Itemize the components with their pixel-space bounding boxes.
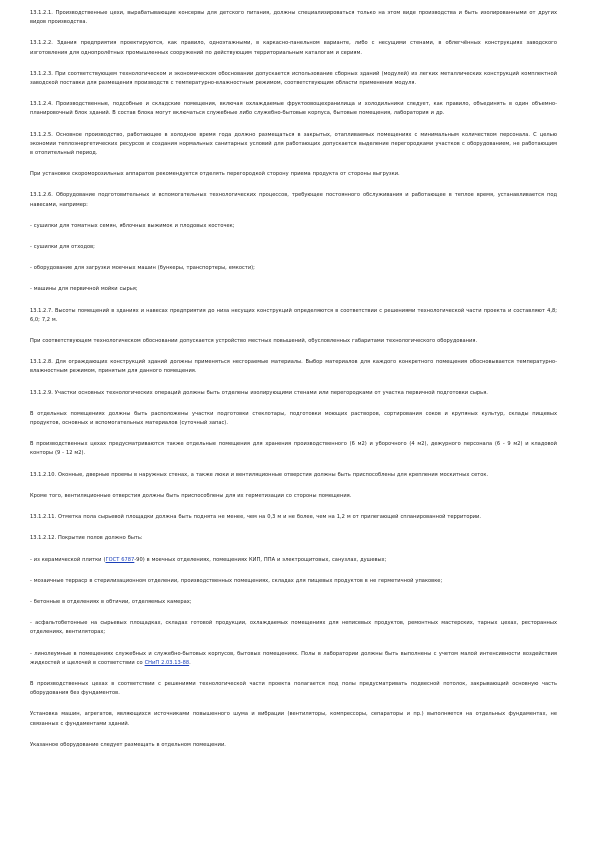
paragraph-separate-room-equipment: Указанное оборудование следует размещать в отдельном помещении. — [30, 741, 226, 748]
list-item-primary-washers: - машины для первичной мойки сырья; — [30, 286, 138, 293]
list-item-linoleum-text-after: . — [189, 659, 191, 666]
paragraph-13-1-2-11: 13.1.2.11. Отметка пола сырьевой площадки должна быть поднята не менее, чем на 0,3 м и не более, чем на 1,2 м от прилегающей спланированной территории. — [30, 514, 482, 521]
list-item-ceramic-text-before: - из керамической плитки ( — [30, 556, 106, 563]
list-item-terrazzo: - мозаичные терраср в стерилизационном отделении, производственных помещениях, складах для пищевых продуктов в не герметичной упаковке; — [30, 577, 443, 584]
paragraph-13-1-2-10: 13.1.2.10. Оконные, дверные проемы в наружных стенах, а также люки и вентиляционные отверстия должны быть приспособлены для крепления москитных сеток. — [30, 471, 489, 478]
paragraph-13-1-2-9: 13.1.2.9. Участки основных технологических операций должны быть отделены изолирующими стенами или перегородками от участка первичной подготовки сырья. — [30, 389, 488, 396]
paragraph-13-1-2-3: 13.1.2.3. При соответствующем технологическом и экономическом обосновании допускается использование сборных зданий (модулей) из легких металлических конструкций комплектной заводской поставки для размещения производств с температурно-влажностным режимом, соответствующим области применения модуля. — [30, 70, 557, 87]
list-item-linoleum — [30, 650, 557, 668]
paragraph-freezers-note: При установке скороморозильных аппаратов рекомендуется отделять перегородкой сторону приема продукта от стороны выгрузки. — [30, 171, 400, 178]
paragraph-13-1-2-6: 13.1.2.6. Оборудование подготовительных и вспомогательных технологических процессов, требующее постоянного обслуживания и работающее в теплое время, устанавливается под навесами, например: — [30, 192, 557, 208]
list-item-tomato-dryers: - сушилки для томатных семян, яблочных выжимок и плодовых косточек; — [30, 222, 235, 229]
paragraph-13-1-2-1: 13.1.2.1. Производственные цехи, вырабатывающие консервы для детского питания, должны специализироваться только на этом виде производства и быть изолированными от других видов производства. — [30, 10, 557, 26]
paragraph-13-1-2-2: 13.1.2.2. Здания предприятия проектируются, как правило, одноэтажными, в каркасно-панельном варианте, либо с несущими стенами, в облегчённых конструкциях заводского изготовления для однопролётных промышленных сооружений по действующим территориальным каталогам и сериям. — [30, 40, 557, 56]
list-item-waste-dryers: - сушилки для отходов; — [30, 244, 95, 251]
snip-link[interactable]: СНиП 2.03.13-88 — [144, 659, 190, 666]
paragraph-13-1-2-12: 13.1.2.12. Покрытие полов должно быть: — [30, 535, 143, 542]
paragraph-13-1-2-4: 13.1.2.4. Производственные, подсобные и складские помещения, включая охлаждаемые фруктоовощехранилища и холодильники следует, как правило, объединять в один объемно-планировочный блок зданий. В состав блока могут включаться служебные либо служебно-бытовые корпуса, бытовые помещения, лаборатория и др. — [30, 101, 557, 117]
paragraph-suspended-ceiling: В производственных цехах в соответствии с решениями технологической части проекта полагается под полы предусматривать подвесной потолок, закрывающий основную часть оборудования без фундаментов. — [30, 680, 557, 697]
paragraph-vent-sealing: Кроме того, вентиляционные отверстия должны быть приспособлены для их герметизации со стороны помещения. — [30, 492, 352, 499]
paragraph-13-1-2-5: 13.1.2.5. Основное производство, работающее в холодное время года должно размещаться в закрытых, отапливаемых помещениях с минимальным количеством персонала. С целью экономии теплоэнергетических ресурсов и создания нормальных санитарных условий для работающих допускается выделение перегородками участков с оборудованием, не работающим в отопительный период. — [30, 131, 557, 157]
list-item-concrete: - бетонные в отделениях в обтичии, отделяемых камерах; — [30, 598, 192, 605]
paragraph-separate-rooms: В отдельных помещениях должны быть расположены участки подготовки стеклотары, подготовки моющих растворов, сортирования соков и крупяных культур, склады пищевых продуктов, основных и вспомогательных материалов (суточный запас). — [30, 410, 557, 427]
paragraph-separate-foundations: Установка машин, агрегатов, являющихся источниками повышенного шума и вибрации (вентиляторы, компрессоры, сепараторы и пр.) выполняется на отдельных фундаментах, не связанных с фундаментами зданий. — [30, 711, 557, 727]
list-item-asphalt: - асфальтобетонные на сырьевых площадках, складах готовой продукции, охлаждаемых помещениях для неписевых продуктов, ремонтных мастерских, тарных цехах, ресторанных отделениях, вентиляторах; — [30, 620, 557, 636]
gost-6787-link[interactable]: ГОСТ 6787 — [105, 556, 135, 563]
paragraph-13-1-2-8: 13.1.2.8. Для ограждающих конструкций зданий должны применяться несгораемые материалы. Выбор материалов для каждого конкретного помещения обосновывается температурно-влажностным режимом, принятым для данного помещения. — [30, 359, 557, 375]
paragraph-storage-rooms: В производственных цехах предусматриваются также отдельные помещения для хранения производственного (6 м2) и уборочного (4 м2), дежурного персонала (6 - 9 м2) и кладовой конторы (9 - 12 м2). — [30, 441, 557, 457]
list-item-linoleum-text-before: - линолеумные в помещениях служебных и служебно-бытовых корпусов, бытовых помещениях. Полы в лаборатории должны быть выполнены с учетом малой интенсивности воздействия жидкостей и щелочей в соответствии со — [30, 650, 557, 666]
paragraph-13-1-2-7: 13.1.2.7. Высоты помещений в зданиях и навесах предприятия до низа несущих конструкций определяются в соответствии с решениями технологической части проекта и составляют 4,8; 6,0; 7,2 м. — [30, 307, 557, 323]
list-item-ceramic-tiles — [30, 556, 557, 565]
paragraph-local-elevations: При соответствующем технологическом обосновании допускается устройство местных повышений, обусловленных габаритами технологического оборудования. — [30, 338, 478, 345]
list-item-washer-loading: - оборудование для загрузки моечных машин (бункеры, транспортеры, емкости); — [30, 265, 255, 272]
list-item-ceramic-text-after: -90) в моечных отделениях, помещениях КИП, ППА и электрощитовых, санузлах, душевых; — [134, 556, 387, 563]
